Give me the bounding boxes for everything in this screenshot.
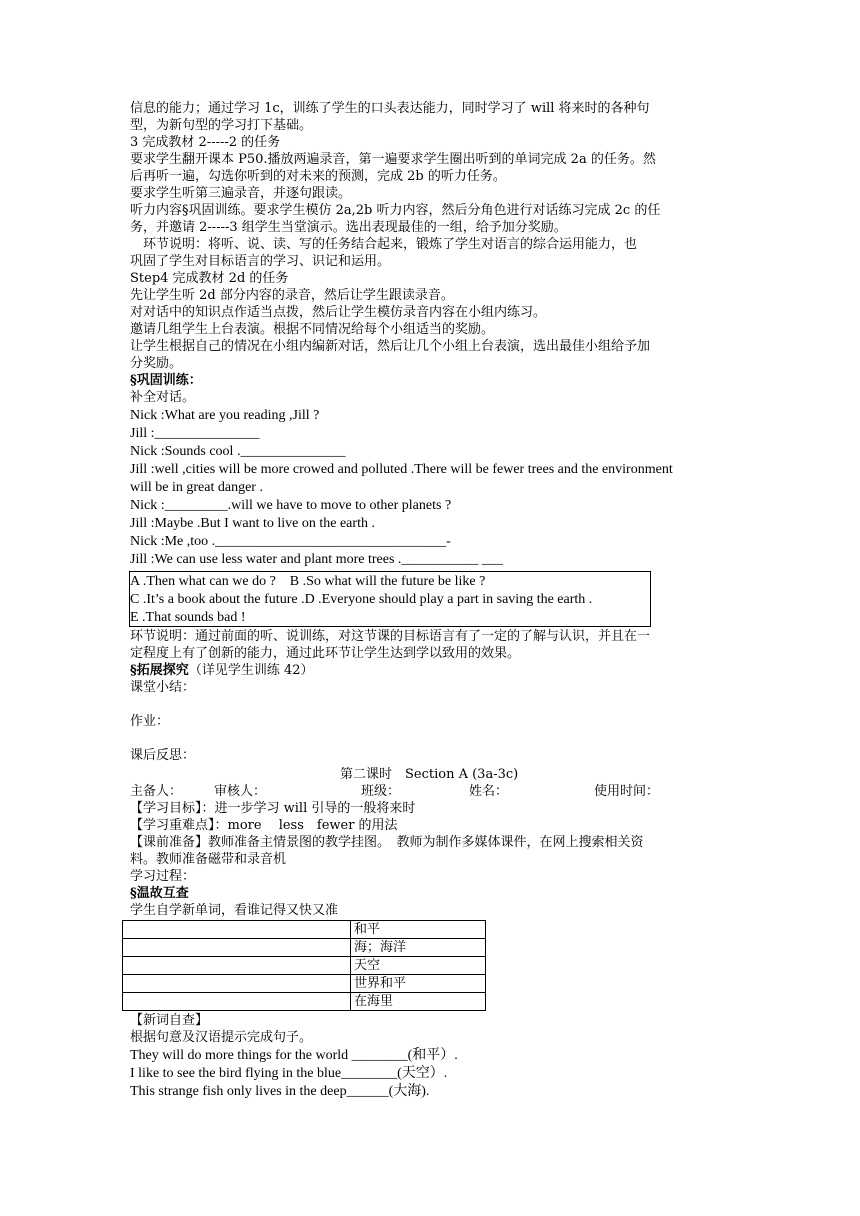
text-line: 让学生根据自己的情况在小组内编新对话，然后让几个小组上台表演，选出最佳小组给予加 xyxy=(130,339,651,354)
text-line: 先让学生听 2d 部分内容的录音，然后让学生跟读录音。 xyxy=(130,288,454,303)
dialogue-line: Jill :_______________ xyxy=(130,426,260,441)
table-row xyxy=(123,939,486,957)
lesson-title: 第二课时 Section A (3a-3c) xyxy=(340,767,519,782)
use-time-label: 使用时间： xyxy=(594,784,660,799)
text-line: 对对话中的知识点作适当点拨，然后让学生模仿录音内容在小组内练习。 xyxy=(130,305,547,320)
learning-objective: 【学习目标】：进一步学习 will 引导的一般将来时 xyxy=(130,801,416,816)
homework-label: 作业： xyxy=(130,714,170,729)
dialogue-line: Jill :well ,cities will be more crowed and polluted .There will be fewer trees and the environment xyxy=(130,462,673,477)
exercise-sentence: This strange fish only lives in the deep______(大海). xyxy=(130,1084,430,1099)
review-heading: §温故互查 xyxy=(130,886,189,901)
summary-label: 课堂小结： xyxy=(130,680,196,695)
name-label: 姓名： xyxy=(469,784,509,799)
table-row xyxy=(123,993,486,1011)
vocab-table xyxy=(122,920,486,1011)
answer-cell xyxy=(123,921,351,939)
dialogue-line: Jill :Maybe .But I want to live on the earth . xyxy=(130,516,375,531)
dialogue-line: Nick :Me ,too ._________________________________- xyxy=(130,534,451,549)
exercise-sentence: I like to see the bird flying in the blue________(天空）. xyxy=(130,1066,448,1081)
text-line: 听力内容§巩固训练。要求学生模仿 2a,2b 听力内容，然后分角色进行对话练习完成 2c 的任 xyxy=(130,203,661,218)
text-line: 巩固了学生对目标语言的学习、识记和运用。 xyxy=(130,254,391,269)
text-line: 务，并邀请 2-----3 组学生当堂演示。选出表现最佳的一组，给予加分奖励。 xyxy=(130,220,567,235)
consolidation-instruction: 补全对话。 xyxy=(130,390,196,405)
dialogue-line: Nick :_________.will we have to move to other planets ? xyxy=(130,498,452,513)
self-check-instruction: 根据句意及汉语提示完成句子。 xyxy=(130,1030,313,1045)
vocab-cell: 世界和平 xyxy=(351,975,486,993)
consolidation-heading: §巩固训练： xyxy=(130,373,202,388)
process-label: 学习过程： xyxy=(130,869,196,884)
reviewer-label: 审核人： xyxy=(214,784,267,799)
main-preparer-label: 主备人： xyxy=(130,784,183,799)
preparation-line: 【课前准备】教师准备主情景图的教学挂图。 教师为制作多媒体课件，在网上搜索相关资 xyxy=(130,835,644,850)
exercise-sentence: They will do more things for the world ________(和平）. xyxy=(130,1048,458,1063)
text-line: 环节说明：将听、说、读、写的任务结合起来，锻炼了学生对语言的综合运用能力，也 xyxy=(130,237,638,252)
text-line: 分奖励。 xyxy=(130,356,183,371)
vocab-cell: 天空 xyxy=(351,957,486,975)
option-line: A .Then what can we do ? B .So what will the future be like ? xyxy=(130,574,486,589)
dialogue-line: Jill :We can use less water and plant more trees .___________ ___ xyxy=(130,552,503,567)
option-line: C .It’s a book about the future .D .Everyone should play a part in saving the earth . xyxy=(130,592,593,607)
preparation-line: 料。教师准备磁带和录音机 xyxy=(130,852,287,867)
text-line: Step4 完成教材 2d 的任务 xyxy=(130,271,289,286)
text-line: 邀请几组学生上台表演。根据不同情况给每个小组适当的奖励。 xyxy=(130,322,495,337)
dialogue-line: Nick :What are you reading ,Jill ? xyxy=(130,408,320,423)
extension-detail: （详见学生训练 42） xyxy=(188,663,314,678)
text-line: 型，为新句型的学习打下基础。 xyxy=(130,118,313,133)
extension-line xyxy=(130,662,314,679)
answer-cell xyxy=(123,975,351,993)
self-check-heading: 【新词自查】 xyxy=(130,1013,209,1028)
section-note: 环节说明：通过前面的听、说训练，对这节课的目标语言有了一定的了解与认识，并且在一 xyxy=(130,629,651,644)
extension-heading: §拓展探究 xyxy=(130,663,189,678)
text-line: 要求学生翻开课本 P50.播放两遍录音，第一遍要求学生圈出听到的单词完成 2a 的任务。然 xyxy=(130,152,656,167)
answer-cell xyxy=(123,939,351,957)
dialogue-line: Nick :Sounds cool ._______________ xyxy=(130,444,346,459)
text-line: 3 完成教材 2-----2 的任务 xyxy=(130,135,281,150)
vocab-cell: 在海里 xyxy=(351,993,486,1011)
vocab-cell: 和平 xyxy=(351,921,486,939)
review-instruction: 学生自学新单词，看谁记得又快又准 xyxy=(130,903,339,918)
answer-cell xyxy=(123,957,351,975)
text-line: 信息的能力；通过学习 1c，训练了学生的口头表达能力，同时学习了 will 将来时的各种句 xyxy=(130,101,650,116)
section-note: 定程度上有了创新的能力，通过此环节让学生达到学以致用的效果。 xyxy=(130,646,521,661)
key-points: 【学习重难点】：more less fewer 的用法 xyxy=(130,818,398,833)
table-row xyxy=(123,921,486,939)
answer-cell xyxy=(123,993,351,1011)
text-line: 后再听一遍，勾选你听到的对未来的预测，完成 2b 的听力任务。 xyxy=(130,169,506,184)
reflection-label: 课后反思： xyxy=(130,748,196,763)
table-row xyxy=(123,957,486,975)
dialogue-line: will be in great danger . xyxy=(130,480,263,495)
option-line: E .That sounds bad ! xyxy=(130,610,246,625)
text-line: 要求学生听第三遍录音，并逐句跟读。 xyxy=(130,186,352,201)
table-row xyxy=(123,975,486,993)
class-label: 班级： xyxy=(361,784,401,799)
vocab-cell: 海；海洋 xyxy=(351,939,486,957)
